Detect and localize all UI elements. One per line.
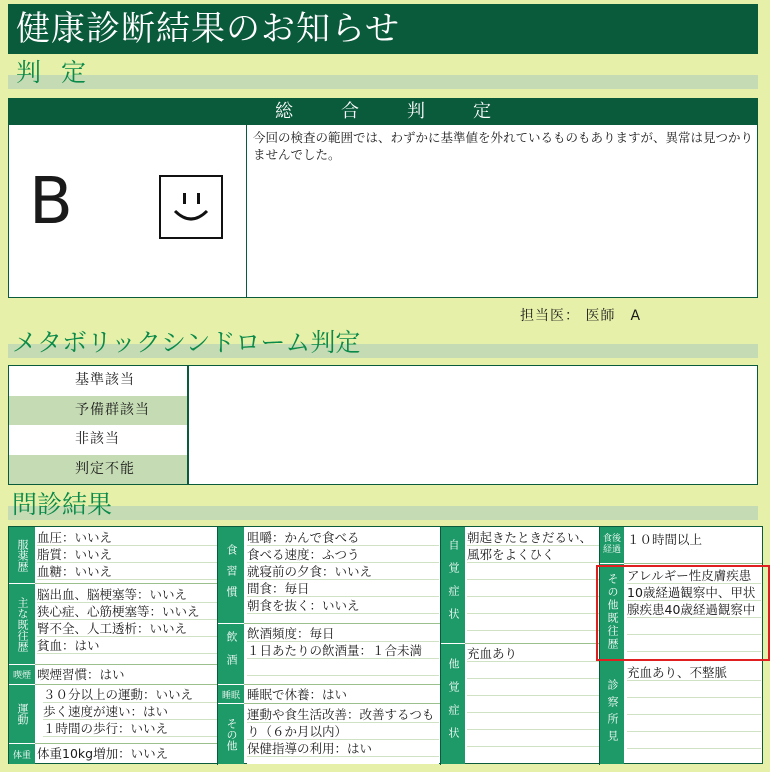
- label-text: 他覚症状: [447, 658, 460, 750]
- row-text: 血圧：いいえ: [37, 530, 113, 545]
- label-alcohol: [218, 624, 244, 684]
- label-diet: [218, 527, 244, 623]
- label-weight: [9, 744, 35, 764]
- history-values: [37, 586, 217, 664]
- overall-comment: 今回の検査の範囲では、わずかに基準値を外れているものもありますが、異常は見つかりませんでした。: [253, 130, 754, 162]
- smiley-face-icon: [159, 175, 223, 239]
- row-text: 就寝前の夕食：いいえ: [247, 564, 373, 579]
- label-text: 食後経過: [602, 534, 621, 555]
- row-text: 保健指導の利用：はい: [247, 741, 373, 756]
- label-findings: [600, 661, 624, 764]
- row-text: 間食：毎日: [247, 581, 310, 596]
- row-text: り（６か月以内）: [247, 724, 348, 739]
- label-objective: [441, 644, 465, 764]
- label-text: 飲酒: [225, 631, 238, 677]
- after-meal-value: １０時間以上: [627, 532, 703, 547]
- label-other: [218, 704, 244, 764]
- divider: [244, 703, 440, 704]
- row-text: 10歳経過観察中、甲状: [627, 585, 756, 600]
- sleep-value: 睡眠で休養：はい: [247, 687, 348, 702]
- other-values: [247, 706, 439, 764]
- smoking-value: 喫煙習慣：はい: [37, 667, 125, 682]
- divider: [244, 623, 440, 624]
- medication-values: [37, 529, 217, 583]
- label-text: 食習慣: [225, 543, 238, 607]
- row-text: 脂質：いいえ: [37, 547, 113, 562]
- label-text: 主な既往歴: [16, 596, 29, 652]
- weight-value: 体重10kg増加：いいえ: [37, 746, 169, 761]
- row-text: 飲酒頻度：毎日: [247, 626, 335, 641]
- label-after-meal: [600, 527, 624, 563]
- overall-judgement-box: [8, 98, 758, 298]
- row-text: １時間の歩行：いいえ: [43, 721, 169, 736]
- grade-panel: [9, 125, 247, 297]
- label-text: その他既往歴: [606, 573, 619, 651]
- metabolic-table: [8, 365, 758, 485]
- label-subjective: [441, 527, 465, 643]
- row-text: １日あたりの飲酒量：１合未満: [247, 643, 423, 658]
- page-title: 健康診断結果のお知らせ: [8, 4, 758, 54]
- divider: [35, 743, 217, 744]
- label-text: 体重: [12, 750, 31, 761]
- metabolic-option: 基準該当: [75, 372, 135, 388]
- diet-values: [247, 529, 439, 623]
- row-text: ３０分以上の運動：いいえ: [43, 687, 194, 702]
- objective-values: [467, 645, 599, 763]
- findings-values: [627, 664, 761, 763]
- row-text: 朝食を抜く：いいえ: [247, 598, 360, 613]
- section-interview-heading: 問診結果: [12, 490, 113, 519]
- label-text: 自覚症状: [447, 539, 460, 631]
- row-text: 血糖：いいえ: [37, 564, 113, 579]
- divider: [35, 684, 217, 685]
- divider: [465, 643, 599, 644]
- overall-judgement-header: 総合判定: [9, 99, 757, 125]
- label-text: 運動: [16, 703, 29, 725]
- row-text: アレルギー性皮膚疾患: [627, 568, 752, 583]
- row-text: 腺疾患40歳経過観察中: [627, 602, 756, 617]
- section-band: [8, 506, 758, 520]
- label-medication: [9, 527, 35, 583]
- row-text: 食べる速度：ふつう: [247, 547, 360, 562]
- row-text: 運動や食生活改善：改善するつも: [247, 707, 435, 722]
- row-text: 貧血：はい: [37, 638, 100, 653]
- section-judgement-heading: 判 定: [16, 58, 92, 87]
- metabolic-option: 判定不能: [9, 455, 187, 484]
- doctor-name: 担当医： 医師 A: [520, 308, 642, 324]
- label-text: その他: [225, 717, 238, 751]
- label-history: [9, 584, 35, 664]
- label-text: 服薬歴: [16, 538, 29, 572]
- divider: [187, 366, 189, 484]
- row-text: 朝起きたときだるい、: [467, 530, 593, 545]
- divider: [35, 583, 217, 584]
- metabolic-option: 非該当: [75, 431, 120, 447]
- exercise-values: [43, 686, 217, 743]
- section-band: [8, 75, 758, 89]
- divider: [35, 664, 217, 665]
- label-exercise: [9, 685, 35, 743]
- row-text: 歩く速度が速い：はい: [43, 704, 169, 719]
- row-text: 咀嚼：かんで食べる: [247, 530, 360, 545]
- label-text: 診察所見: [606, 678, 619, 747]
- highlight-box: [596, 565, 770, 661]
- metabolic-option: 予備群該当: [9, 396, 187, 425]
- divider: [624, 563, 762, 564]
- row-text: 充血あり: [467, 646, 518, 661]
- row-text: 風邪をよくひく: [467, 547, 555, 562]
- row-text: 充血あり、不整脈: [627, 665, 728, 680]
- label-text: 喫煙: [12, 671, 31, 681]
- subjective-values: [467, 529, 599, 643]
- alcohol-values: [247, 625, 439, 684]
- grade-letter: B: [29, 165, 73, 239]
- label-smoking: [9, 665, 35, 684]
- label-text: 睡眠: [221, 690, 240, 701]
- section-metabolic-heading: メタボリックシンドローム判定: [12, 328, 361, 357]
- row-text: 腎不全、人工透析：いいえ: [37, 621, 188, 636]
- label-sleep: [218, 685, 244, 703]
- row-text: 脳出血、脳梗塞等：いいえ: [37, 587, 188, 602]
- row-text: 狭心症、心筋梗塞等：いいえ: [37, 604, 200, 619]
- divider: [244, 684, 440, 685]
